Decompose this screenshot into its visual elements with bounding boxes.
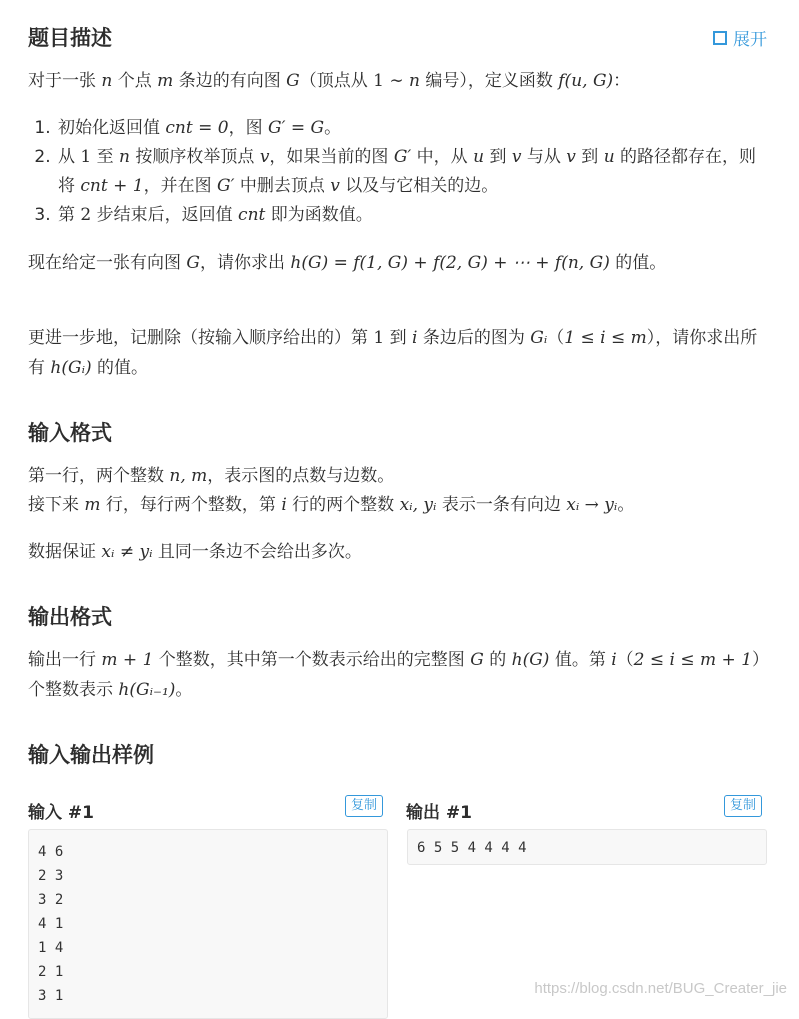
description-h-definition: 现在给定一张有向图 G，请你求出 h(G) = f(1, G) + f(2, G) + ⋯ + f(n, G) 的值。 (28, 253, 667, 273)
output-format-line1: 输出一行 m + 1 个整数，其中第一个数表示给出的完整图 G 的 h(G) 值。第 i（2 ≤ i ≤ m + 1）个整数表示 h(Gᵢ₋₁)。 (28, 650, 761, 700)
input-format-line3: 数据保证 xᵢ ≠ yᵢ 且同一条边不会给出多次。 (28, 542, 362, 562)
description-heading: 题目描述 (28, 26, 112, 50)
copy-output-button[interactable]: 复制 (724, 795, 762, 817)
step-item: 2. 从 1 至 n 按顺序枚举顶点 v，如果当前的图 G′ 中，从 u 到 v 与从 v 到 u 的路径都存在，则将 cnt + 1，并在图 G′ 中删去顶点 v 以及与它相关的边。 (56, 143, 769, 201)
step-item: 3. 第 2 步结束后，返回值 cnt 即为函数值。 (56, 201, 769, 230)
expand-icon (713, 31, 727, 45)
sample-input-box: 4 6 2 3 3 2 4 1 1 4 2 1 3 1 (28, 829, 388, 1019)
steps-list (28, 114, 769, 230)
step-item: 1. 初始化返回值 cnt = 0，图 G′ = G。 (56, 114, 769, 143)
watermark: https://blog.csdn.net/BUG_Creater_jie (534, 980, 787, 997)
input-format-line1: 第一行，两个整数 n, m，表示图的点数与边数。 (28, 466, 395, 486)
sample-input-label: 输入 #1 (28, 803, 94, 823)
sample-output-label: 输出 #1 (406, 803, 472, 823)
samples-heading: 输入输出样例 (28, 743, 154, 767)
expand-button[interactable] (713, 25, 767, 50)
input-format-line2: 接下来 m 行，每行两个整数，第 i 行的两个整数 xᵢ, yᵢ 表示一条有向边 xᵢ → yᵢ。 (28, 495, 635, 515)
expand-label: 展开 (733, 30, 767, 50)
output-format-heading: 输出格式 (28, 605, 112, 629)
description-intro: 对于一张 n 个点 m 条边的有向图 G（顶点从 1 ∼ n 编号），定义函数 f(u, G)： (28, 71, 631, 91)
description-further: 更进一步地，记删除（按输入顺序给出的）第 1 到 i 条边后的图为 Gᵢ（1 ≤ i ≤ m），请你求出所有 h(Gᵢ) 的值。 (28, 328, 758, 378)
sample-output-box: 6 5 5 4 4 4 4 (407, 829, 767, 865)
input-format-heading: 输入格式 (28, 421, 112, 445)
copy-input-button[interactable]: 复制 (345, 795, 383, 817)
